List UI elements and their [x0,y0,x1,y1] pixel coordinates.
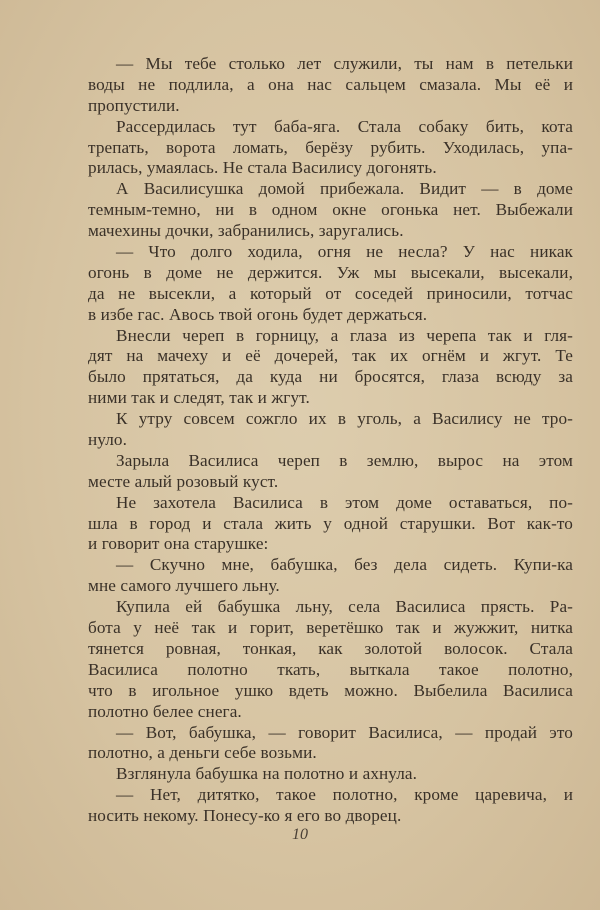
text-line: Внесли череп в горницу, а глаза из черепа так и гля- [116,325,573,345]
text-line: шла в город и стала жить у одной старушки. Вот как-то [88,513,573,533]
text-line: — Нет, дитятко, такое полотно, кроме царевича, и [116,785,573,805]
text-line: нуло. [88,430,128,450]
text-line: что в игольное ушко вдеть можно. Выбелила Василиса [88,680,573,700]
text-line: — Мы тебе столько лет служили, ты нам в петельки [116,54,573,73]
text-line: мне самого лучшего льну. [88,576,280,596]
text-line: носить некому. Понесу-ко я его во дворец. [88,806,402,826]
text-line: — Скучно мне, бабушка, без дела сидеть. Купи-ка [116,555,573,575]
text-line: месте алый розовый куст. [88,471,279,491]
text-line: тянется ровная, тонкая, как золотой волосок. Стала [88,638,573,658]
text-line: воды не подлила, а она нас сальцем смазала. Мы её и [88,74,573,94]
text-line: мачехины дочки, забранились, заругались. [88,221,404,241]
text-line: Рассердилась тут баба-яга. Стала собаку бить, кота [116,116,573,136]
page-number: 10 [292,826,308,843]
text-line: Не захотела Василиса в этом доме оставаться, по- [116,492,573,512]
text-line: А Василисушка домой прибежала. Видит — в доме [116,179,573,199]
text-line: трепать, ворота ломать, берёзу рубить. Уходилась, упа- [88,137,573,157]
text-line: полотно, а деньги себе возьми. [88,743,317,763]
text-line: Василиса полотно ткать, выткала такое полотно, [88,659,573,679]
text-line: и говорит она старушке: [88,534,269,554]
text-line: в избе гас. Авось твой огонь будет держаться. [88,304,428,324]
text-line: Зарыла Василиса череп в землю, вырос на этом [116,450,573,470]
text-line: Купила ей бабушка льну, села Василиса прясть. Ра- [116,597,573,617]
text-line: пропустили. [88,95,180,115]
text-line: К утру совсем сожгло их в уголь, а Василису не тро- [116,409,573,429]
text-line: Взглянула бабушка на полотно и ахнула. [116,764,418,784]
text-line: — Что долго ходила, огня не несла? У нас никак [116,242,573,262]
text-line: огонь в доме не держится. Уж мы высекали, высекали, [88,262,573,282]
text-line: ними так и следят, так и жгут. [88,388,310,408]
text-line: — Вот, бабушка, — говорит Василиса, — продай это [116,722,573,742]
text-line: рилась, умаялась. Не стала Василису догонять. [88,158,437,178]
text-line: да не высекли, а который от соседей приносили, тотчас [88,283,573,303]
text-line: полотно белее снега. [88,701,242,721]
body-text [88,54,573,827]
text-line: бота у неё так и горит, веретёшко так и жужжит, нитка [88,618,573,638]
text-line: было прятаться, да куда ни бросятся, глаза всюду за [88,367,573,387]
text-line: темным-темно, ни в одном окне огонька нет. Выбежали [88,200,573,220]
text-line: дят на мачеху и её дочерей, так их огнём и жгут. Те [88,346,573,366]
